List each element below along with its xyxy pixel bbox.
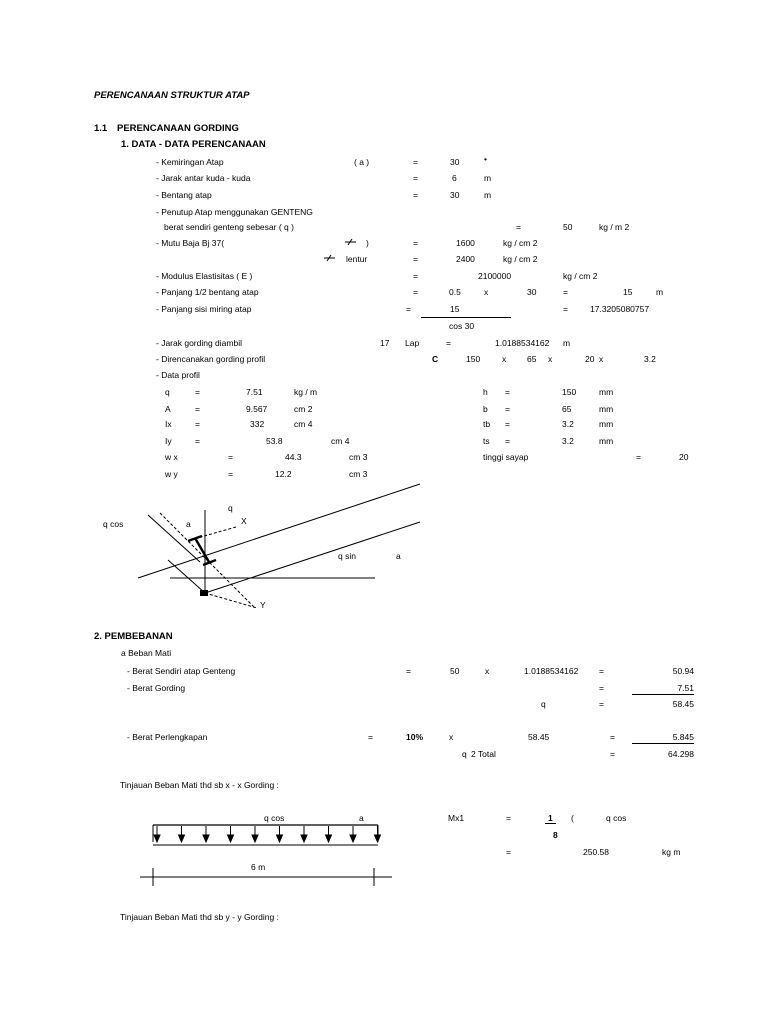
page-title: PERENCANAAN STRUKTUR ATAP: [94, 90, 250, 101]
row-label: - Data profil: [156, 370, 200, 380]
prop-unit: cm 3: [349, 452, 368, 462]
row-value: 17.3205080757: [590, 304, 650, 314]
equals-sign: =: [505, 404, 510, 414]
beam-alpha-label: a: [359, 813, 364, 823]
row-value: 2100000: [478, 271, 512, 281]
operator: x: [548, 354, 553, 364]
prop-unit: kg / m: [294, 387, 318, 397]
row-unit: kg / m 2: [599, 222, 630, 232]
operand: 1.0188534162: [524, 666, 579, 676]
fraction-numerator: 15: [450, 304, 460, 314]
equals-sign: =: [228, 469, 233, 479]
operator: x: [599, 354, 604, 364]
row-value: 50.94: [672, 666, 694, 676]
prop-value: 44.3: [285, 452, 302, 462]
equals-sign: =: [413, 238, 418, 248]
row-value: 6: [452, 173, 457, 183]
load-arrow-head: [301, 835, 307, 842]
profile-dim: 3.2: [644, 354, 656, 364]
load-arrow-head: [375, 835, 381, 842]
row-label: - Modulus Elastisitas ( E ): [156, 271, 253, 281]
moment-unit: kg m: [662, 847, 681, 857]
prop-value: 7.51: [246, 387, 263, 397]
diagram-q-label: q: [228, 503, 233, 513]
row-label: - Panjang 1/2 bentang atap: [156, 287, 259, 297]
row-value: 7.51: [677, 683, 694, 693]
load-arrow-head: [228, 835, 234, 842]
diagram-qsin-label: q sin: [338, 551, 356, 561]
prop-unit: cm 4: [294, 419, 313, 429]
row-label: - Berat Perlengkapan: [127, 732, 208, 742]
load-arrow-head: [350, 835, 356, 842]
prop-key: w x: [165, 452, 178, 462]
row-label: - Panjang sisi miring atap: [156, 304, 252, 314]
equals-sign: =: [413, 190, 418, 200]
prop-unit: mm: [599, 436, 614, 446]
row-label: - Jarak gording diambil: [156, 338, 242, 348]
operator: x: [485, 666, 490, 676]
row-label: - Mutu Baja Bj 37(: [156, 238, 225, 248]
paragraph-heading: Tinjauan Beban Mati thd sb y - y Gording :: [120, 912, 279, 922]
prop-key: tinggi sayap: [483, 452, 529, 462]
prop-key: tb: [483, 419, 491, 429]
operator: x: [449, 732, 454, 742]
equals-sign: =: [413, 157, 418, 167]
load-arrow-head: [154, 835, 160, 842]
row-unit: kg / cm 2: [503, 254, 538, 264]
operator: x: [502, 354, 507, 364]
row-value: 30: [450, 157, 460, 167]
row-label: - Penutup Atap menggunakan GENTENG: [156, 207, 313, 217]
equals-sign: =: [563, 287, 568, 297]
row-label: - Bentang atap: [156, 190, 212, 200]
percent-value: 10%: [406, 732, 424, 742]
row-label: berat sendiri genteng sebesar ( q ): [164, 222, 294, 232]
prop-key: A: [165, 404, 171, 414]
equals-sign: =: [506, 847, 511, 857]
row-value: 30: [450, 190, 460, 200]
prop-unit: cm 3: [349, 469, 368, 479]
equals-sign: =: [368, 732, 373, 742]
equals-sign: =: [505, 387, 510, 397]
row-label: - Berat Sendiri atap Genteng: [127, 666, 236, 676]
equals-sign: =: [413, 287, 418, 297]
row-unit: m: [563, 338, 571, 348]
equals-sign: =: [413, 173, 418, 183]
beam-load-label: q cos: [264, 813, 285, 823]
load-arrow-head: [326, 835, 332, 842]
equals-sign: =: [506, 813, 511, 823]
prop-unit: cm 2: [294, 404, 313, 414]
row-value: 58.45: [672, 699, 694, 709]
equals-sign: =: [195, 436, 200, 446]
equals-sign: =: [413, 271, 418, 281]
profile-type: C: [432, 354, 439, 364]
paragraph-heading: Tinjauan Beban Mati thd sb x - x Gording :: [120, 780, 279, 790]
operand: 58.45: [528, 732, 550, 742]
row-value: 64.298: [668, 749, 694, 759]
equals-sign: =: [413, 254, 418, 264]
moment-value: 250.58: [583, 847, 609, 857]
prop-unit: cm 4: [331, 436, 350, 446]
row-unit: m: [656, 287, 664, 297]
prop-value: 53.8: [266, 436, 283, 446]
row-count: 17: [380, 338, 390, 348]
diagram-x-axis-label: X: [241, 516, 247, 526]
profile-dim: 150: [466, 354, 481, 364]
row-label: - Jarak antar kuda - kuda: [156, 173, 251, 183]
section-heading: 2. PEMBEBANAN: [94, 631, 173, 642]
equals-sign: =: [195, 419, 200, 429]
operand: 30: [527, 287, 537, 297]
beam-span-label: 6 m: [251, 862, 266, 872]
load-arrow-head: [277, 835, 283, 842]
load-arrows: [154, 826, 381, 842]
moment-qcos: q cos: [606, 813, 627, 823]
equals-sign: =: [406, 666, 411, 676]
row-symbol: ): [366, 238, 369, 248]
row-value: 2400: [456, 254, 475, 264]
equals-sign: =: [406, 304, 411, 314]
diagram-y-axis-label: Y: [260, 600, 266, 610]
fraction-numerator: 1: [548, 813, 553, 823]
row-value: 50: [563, 222, 573, 232]
operator: x: [484, 287, 489, 297]
prop-value: 3.2: [562, 436, 574, 446]
degree-dot: •: [484, 154, 487, 164]
prop-key: q: [165, 387, 170, 397]
sum-key: q: [541, 699, 546, 709]
prop-key: h: [483, 387, 488, 397]
load-arrow-head: [179, 835, 185, 842]
prop-value: 150: [562, 387, 577, 397]
equals-sign: =: [610, 732, 615, 742]
equals-sign: =: [599, 683, 604, 693]
profile-dim: 20: [585, 354, 595, 364]
prop-value: 9.567: [246, 404, 268, 414]
prop-value: 12.2: [275, 469, 292, 479]
row-value: 5.845: [672, 732, 694, 742]
subsection-label: a Beban Mati: [121, 648, 172, 658]
paren: (: [571, 813, 574, 823]
row-unit: kg / cm 2: [563, 271, 598, 281]
section-heading: PERENCANAAN GORDING: [117, 123, 239, 134]
row-lap: Lap: [405, 338, 420, 348]
load-arrow-head: [252, 835, 258, 842]
equals-sign: =: [228, 452, 233, 462]
section-number: 1.1: [94, 123, 108, 134]
row-label: lentur: [346, 254, 368, 264]
equals-sign: =: [599, 666, 604, 676]
prop-unit: mm: [599, 387, 614, 397]
fraction-bar: [545, 823, 556, 824]
equals-sign: =: [516, 222, 521, 232]
prop-value: 20: [679, 452, 689, 462]
total-label: 2 Total: [471, 749, 496, 759]
load-arrow-head: [203, 835, 209, 842]
row-unit: kg / cm 2: [503, 238, 538, 248]
prop-value: 65: [562, 404, 572, 414]
profile-dim: 65: [527, 354, 537, 364]
prop-key: Ix: [165, 419, 172, 429]
prop-key: ts: [483, 436, 490, 446]
prop-unit: mm: [599, 404, 614, 414]
moment-key: Mx1: [448, 813, 465, 823]
fraction-denominator: 8: [553, 830, 558, 840]
row-unit: m: [484, 190, 492, 200]
row-label: - Berat Gording: [127, 683, 186, 693]
operand: 0.5: [449, 287, 461, 297]
equals-sign: =: [505, 436, 510, 446]
prop-key: Iy: [165, 436, 172, 446]
prop-value: 332: [250, 419, 265, 429]
equals-sign: =: [505, 419, 510, 429]
prop-key: w y: [165, 469, 178, 479]
row-label: - Direncanakan gording profil: [156, 354, 266, 364]
equals-sign: =: [195, 387, 200, 397]
prop-unit: mm: [599, 419, 614, 429]
row-symbol: ( a ): [354, 157, 370, 167]
equals-sign: =: [563, 304, 568, 314]
prop-key: b: [483, 404, 488, 414]
subsection-heading: 1. DATA - DATA PERENCANAAN: [121, 139, 266, 150]
row-unit: m: [484, 173, 492, 183]
prop-value: 3.2: [562, 419, 574, 429]
diagram-alpha-label: a: [186, 519, 191, 529]
equals-sign: =: [610, 749, 615, 759]
total-key: q: [462, 749, 467, 759]
equals-sign: =: [636, 452, 641, 462]
fraction-denominator: cos 30: [449, 321, 475, 331]
row-value: 1.0188534162: [495, 338, 550, 348]
row-label: - Kemiringan Atap: [156, 157, 224, 167]
equals-sign: =: [599, 699, 604, 709]
operand: 50: [450, 666, 460, 676]
equals-sign: =: [195, 404, 200, 414]
row-value: 1600: [456, 238, 475, 248]
row-value: 15: [623, 287, 633, 297]
diagram-qcos-label: q cos: [103, 519, 124, 529]
diagram-alpha-label: a: [396, 551, 401, 561]
equals-sign: =: [446, 338, 451, 348]
